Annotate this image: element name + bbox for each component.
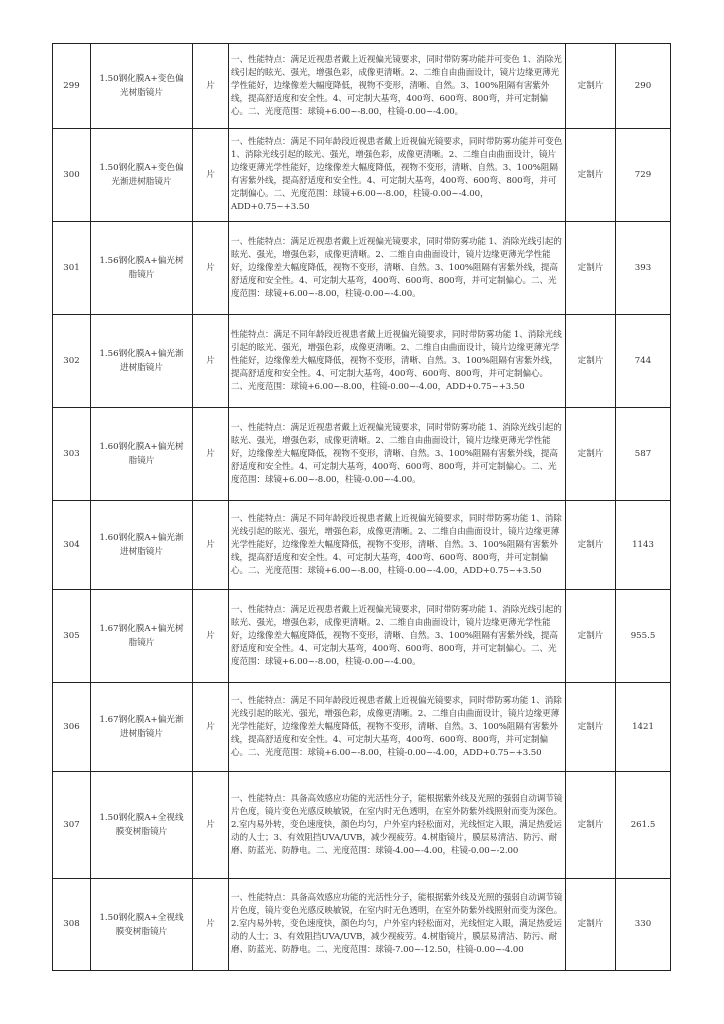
product-type: 定制片 [566,772,616,879]
table-row [53,501,671,590]
product-description: 一、性能特点：满足不同年龄段近视患者戴上近视偏光镜要求，同时带防雾功能 1、消除光线引起的眩光、强光，增强色彩，成像更清晰。2、二维自由曲面设计，镜片边缘更薄光学性能好，边缘像差大幅度降低，视物不变形，清晰、自然。3、100%阻隔有害紫外线，提高舒适度和安全性。4、可定制大基弯，400弯、600弯、800弯，并可定制偏心。二、光度范围：球镜+6.00~-8.00，柱镜-0.00~-4.00，ADD+0.75~+3.50 [229,501,566,590]
unit: 片 [193,501,229,590]
unit: 片 [193,315,229,408]
item-number: 303 [53,408,91,501]
table-row [53,129,671,222]
price: 261.5 [616,772,671,879]
price: 1143 [616,501,671,590]
price: 955.5 [616,590,671,683]
product-description: 一、性能特点：满足不同年龄段近视患者戴上近视偏光镜要求，同时带防雾功能 1、消除光线引起的眩光、强光，增强色彩，成像更清晰。2、二维自由曲面设计，镜片边缘更薄光学性能好，边缘像差大幅度降低，视物不变形，清晰、自然。3、100%阻隔有害紫外线，提高舒适度和安全性。4、可定制大基弯，400弯、600弯、800弯，并可定制偏心。二、光度范围：球镜+6.00~-8.00，柱镜-0.00~-4.00，ADD+0.75~+3.50 [229,683,566,772]
price: 744 [616,315,671,408]
product-name: 1.67钢化膜A+偏光渐进树脂镜片 [91,683,193,772]
unit: 片 [193,408,229,501]
item-number: 299 [53,44,91,129]
item-number: 305 [53,590,91,683]
product-type: 定制片 [566,315,616,408]
product-name: 1.60钢化膜A+偏光树脂镜片 [91,408,193,501]
unit: 片 [193,44,229,129]
item-number: 304 [53,501,91,590]
item-number: 307 [53,772,91,879]
product-description: 一、性能特点：满足近视患者戴上近视偏光镜要求，同时带防雾功能 1、消除光线引起的眩光、强光，增强色彩，成像更清晰。2、二维自由曲面设计，镜片边缘更薄光学性能好，边缘像差大幅度降低，视物不变形，清晰、自然。3、100%阻隔有害紫外线，提高舒适度和安全性。4、可定制大基弯，400弯、600弯、800弯，并可定制偏心。二、光度范围：球镜+6.00~-8.00，柱镜-0.00~-4.00。 [229,590,566,683]
table-row [53,772,671,879]
product-description: 一、性能特点：满足近视患者戴上近视偏光镜要求，同时带防雾功能 1、消除光线引起的眩光、强光，增强色彩，成像更清晰。2、二维自由曲面设计，镜片边缘更薄光学性能好，边缘像差大幅度降低，视物不变形，清晰、自然。3、100%阻隔有害紫外线，提高舒适度和安全性。4、可定制大基弯，400弯、600弯、800弯，并可定制偏心。二、光度范围：球镜+6.00~-8.00，柱镜-0.00~-4.00。 [229,222,566,315]
product-description: 一、性能特点：具备高效感应功能的光活性分子，能根据紫外线及光照的强弱自动调节镜片色度，镜片变色光感反映敏锐，在室内时无色透明，在室外防紫外线照射而变为深色。2.室内易外转，变色速度快，颜色均匀，户外室内轻松面对，光线恒定入眼，满足热爱运动的人士；3、有效阻挡UVA/UVB，减少视疲劳。4.树脂镜片，膜层易清洁、防污、耐磨、防蓝光、防静电。二、光度范围：球镜-7.00~-12.50，柱镜-0.00~-4.00 [229,879,566,971]
item-number: 302 [53,315,91,408]
product-name: 1.50钢化膜A+全视线膜变树脂镜片 [91,879,193,971]
table-row [53,590,671,683]
item-number: 301 [53,222,91,315]
product-type: 定制片 [566,590,616,683]
table-row [53,222,671,315]
product-type: 定制片 [566,501,616,590]
price: 290 [616,44,671,129]
product-name: 1.67钢化膜A+偏光树脂镜片 [91,590,193,683]
table-row [53,879,671,971]
product-name: 1.56钢化膜A+偏光渐进树脂镜片 [91,315,193,408]
unit: 片 [193,772,229,879]
table-row [53,683,671,772]
item-number: 308 [53,879,91,971]
unit: 片 [193,222,229,315]
unit: 片 [193,879,229,971]
product-description: 一、性能特点：满足近视患者戴上近视偏光镜要求，同时带防雾功能 1、消除光线引起的眩光、强光，增强色彩，成像更清晰。2、二维自由曲面设计，镜片边缘更薄光学性能好，边缘像差大幅度降低，视物不变形，清晰、自然。3、100%阻隔有害紫外线，提高舒适度和安全性。4、可定制大基弯，400弯、600弯、800弯，并可定制偏心。二、光度范围：球镜+6.00~-8.00，柱镜-0.00~-4.00。 [229,408,566,501]
product-name: 1.56钢化膜A+偏光树脂镜片 [91,222,193,315]
table-row [53,44,671,129]
price: 729 [616,129,671,222]
price: 393 [616,222,671,315]
product-description: 性能特点：满足不同年龄段近视患者戴上近视偏光镜要求，同时带防雾功能 1、消除光线引起的眩光、强光，增强色彩，成像更清晰。2、二维自由曲面设计，镜片边缘更薄光学性能好，边缘像差大幅度降低，视物不变形，清晰、自然。3、100%阻隔有害紫外线，提高舒适度和安全性。4、可定制大基弯，400弯、600弯、800弯，并可定制偏心。二、光度范围：球镜+6.00~-8.00，柱镜-0.00~-4.00，ADD+0.75~+3.50 [229,315,566,408]
unit: 片 [193,590,229,683]
product-type: 定制片 [566,879,616,971]
product-type: 定制片 [566,408,616,501]
product-type: 定制片 [566,129,616,222]
product-name: 1.50钢化膜A+全视线膜变树脂镜片 [91,772,193,879]
price: 1421 [616,683,671,772]
product-name: 1.50钢化膜A+变色偏光渐进树脂镜片 [91,129,193,222]
price: 330 [616,879,671,971]
product-type: 定制片 [566,222,616,315]
product-description: 一、性能特点：满足近视患者戴上近视偏光镜要求，同时带防雾功能并可变色 1、消除光线引起的眩光、强光，增强色彩，成像更清晰。2、二维自由曲面设计，镜片边缘更薄光学性能好，边缘像差大幅度降低，视物不变形，清晰、自然。3、100%阻隔有害紫外线，提高舒适度和安全性。4、可定制大基弯，400弯、600弯、800弯，并可定制偏心。二、光度范围：球镜+6.00~-8.00，柱镜-0.00~-4.00。 [229,44,566,129]
product-name: 1.60钢化膜A+偏光渐进树脂镜片 [91,501,193,590]
unit: 片 [193,129,229,222]
lens-price-table [52,43,671,971]
product-type: 定制片 [566,683,616,772]
price: 587 [616,408,671,501]
product-description: 一、性能特点：具备高效感应功能的光活性分子，能根据紫外线及光照的强弱自动调节镜片色度，镜片变色光感反映敏锐，在室内时无色透明，在室外防紫外线照射而变为深色。2.室内易外转，变色速度快，颜色均匀，户外室内轻松面对，光线恒定入眼，满足热爱运动的人士；3、有效阻挡UVA/UVB，减少视疲劳。4.树脂镜片，膜层易清洁、防污、耐磨、防蓝光、防静电。二、光度范围：球镜-4.00~-4.00，柱镜-0.00~-2.00 [229,772,566,879]
table-row [53,315,671,408]
unit: 片 [193,683,229,772]
product-type: 定制片 [566,44,616,129]
item-number: 300 [53,129,91,222]
table-row [53,408,671,501]
item-number: 306 [53,683,91,772]
product-description: 一、性能特点：满足不同年龄段近视患者戴上近视偏光镜要求，同时带防雾功能并可变色 1、消除光线引起的眩光、强光，增强色彩，成像更清晰。2、二维自由曲面设计，镜片边缘更薄光学性能好，边缘像差大幅度降低，视物不变形，清晰、自然。3、100%阻隔有害紫外线，提高舒适度和安全性。4、可定制大基弯，400弯、600弯、800弯，并可定制偏心。二、光度范围：球镜+6.00~-8.00，柱镜-0.00~-4.00，ADD+0.75~+3.50 [229,129,566,222]
product-name: 1.50钢化膜A+变色偏光树脂镜片 [91,44,193,129]
